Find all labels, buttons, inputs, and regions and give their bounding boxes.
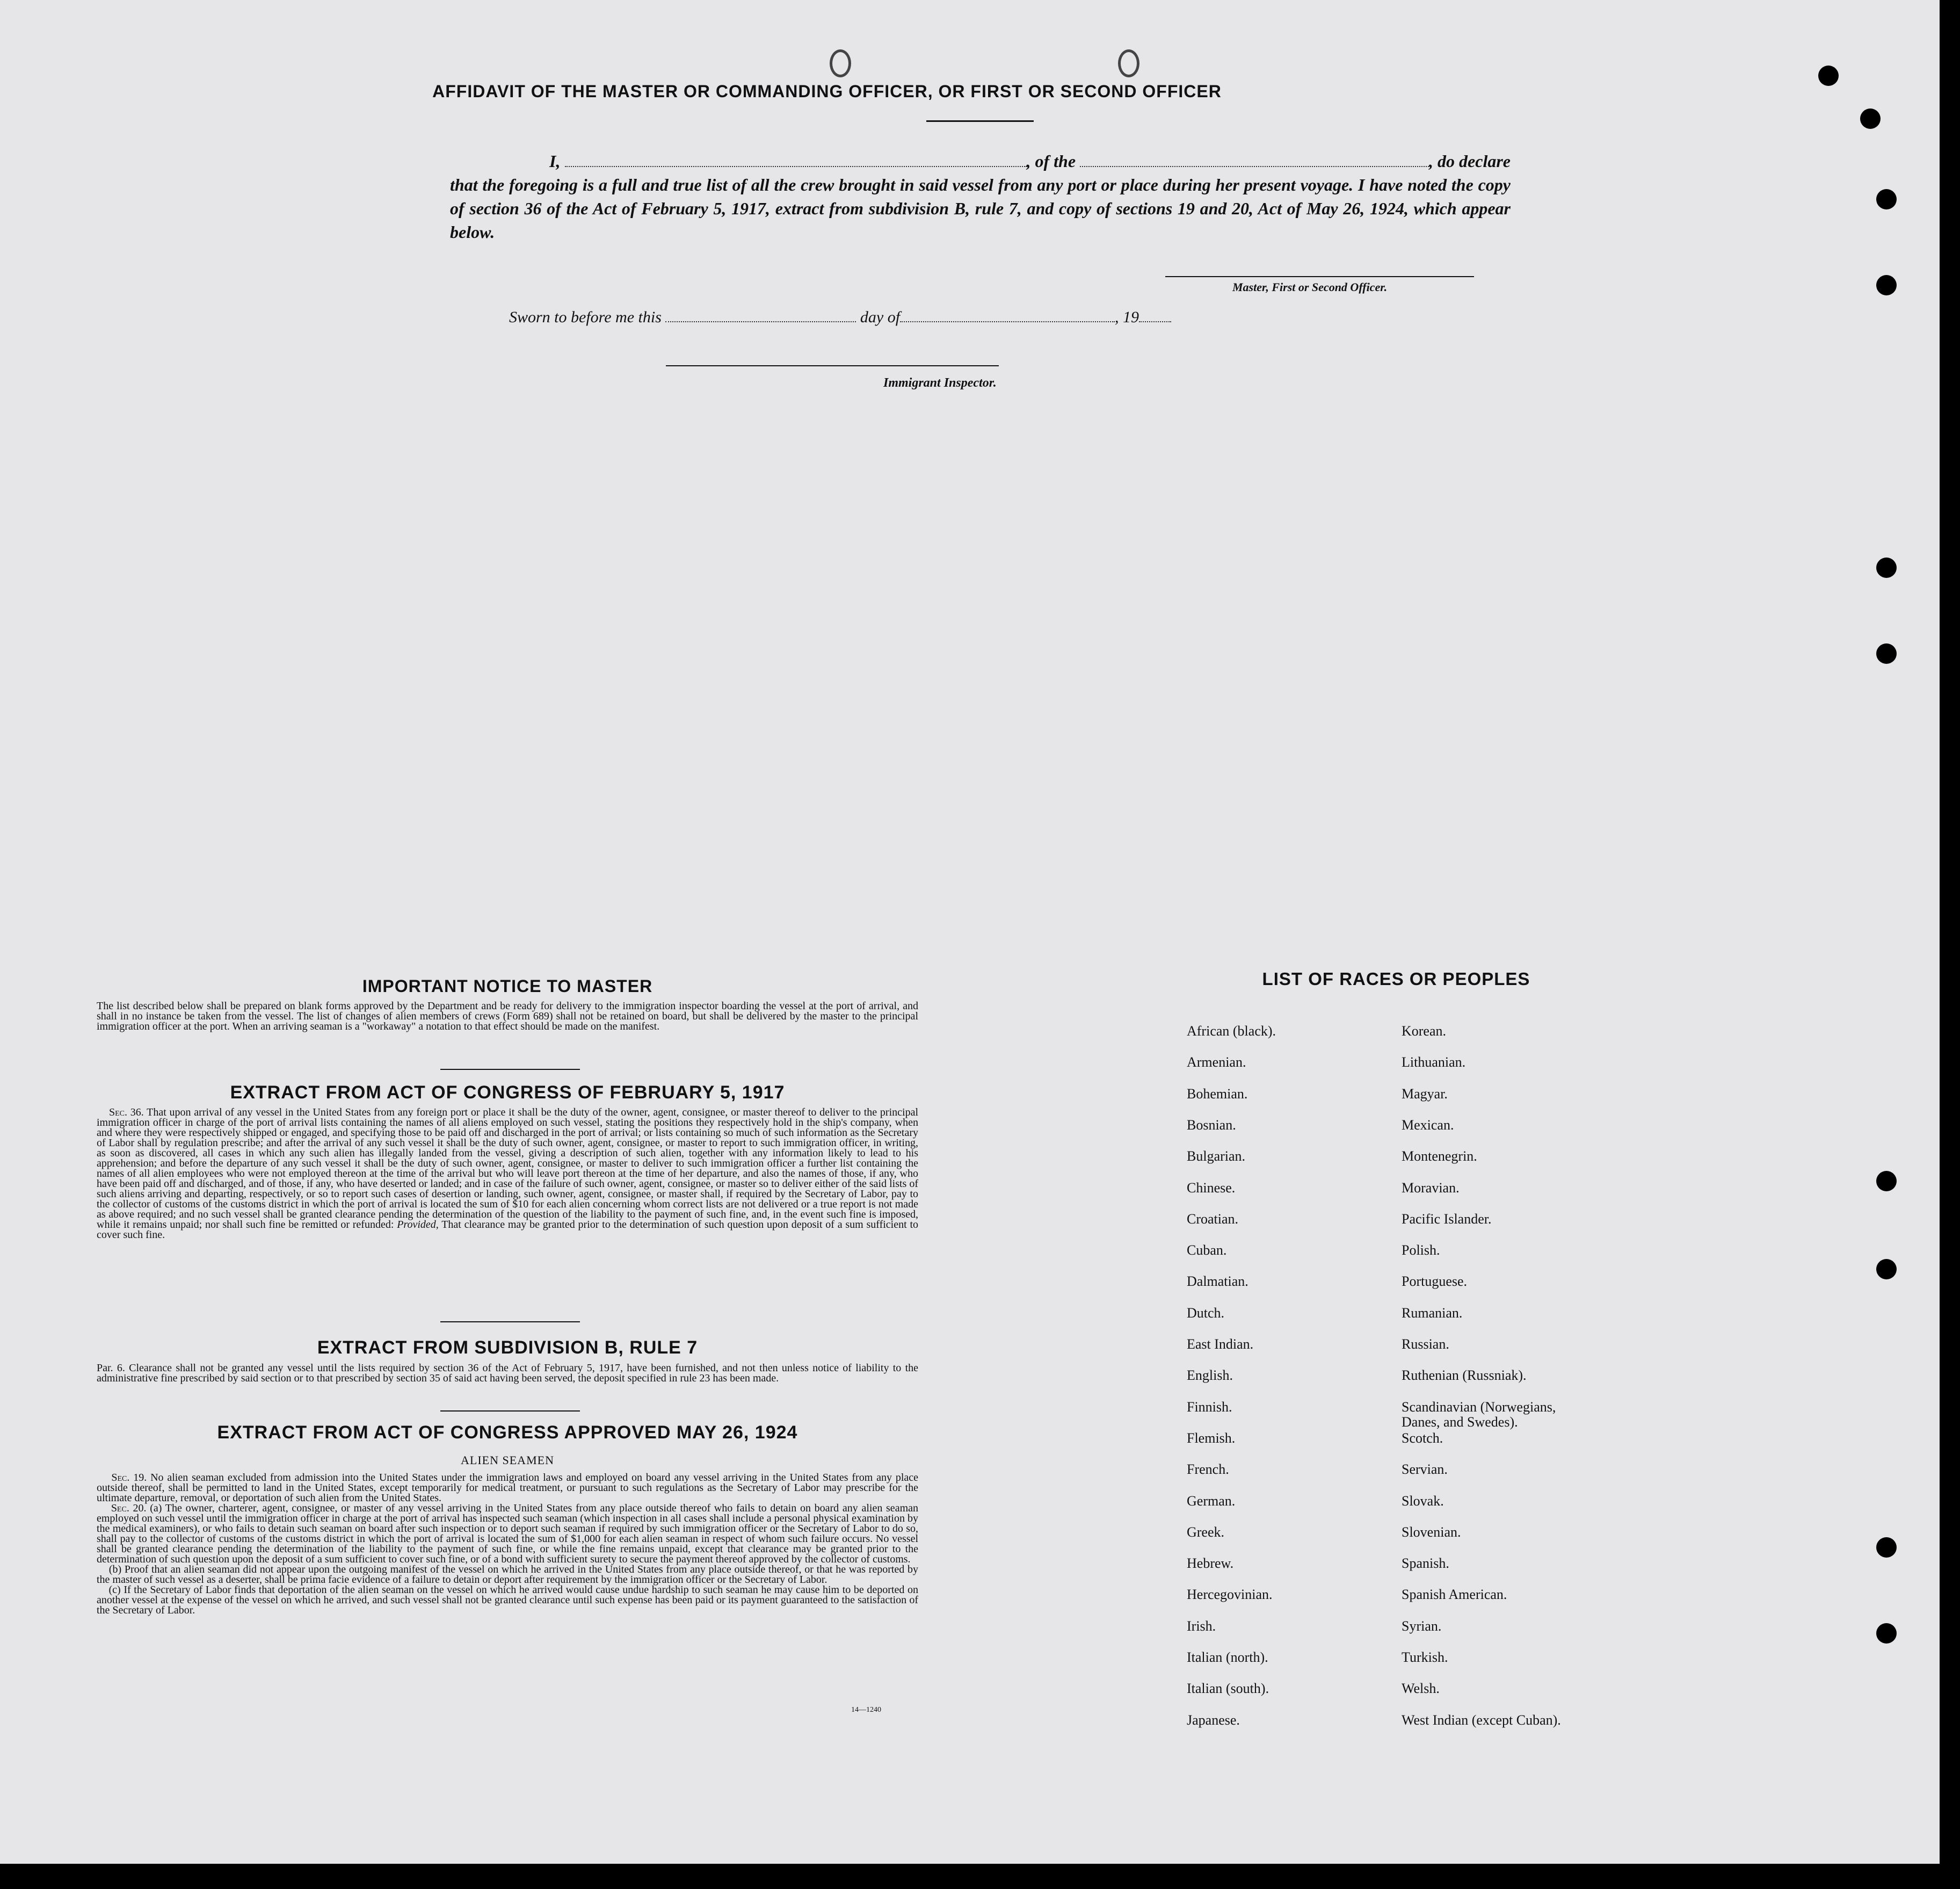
race-item: Syrian. bbox=[1402, 1618, 1442, 1634]
punch-hole-icon bbox=[1876, 275, 1897, 295]
punch-hole-icon bbox=[1860, 108, 1881, 129]
extract-1917-title: EXTRACT FROM ACT OF CONGRESS OF FEBRUARY 5, 1917 bbox=[230, 1082, 785, 1103]
race-item: Flemish. bbox=[1187, 1430, 1236, 1446]
title-divider bbox=[926, 120, 1034, 122]
subdivision-b-title: EXTRACT FROM SUBDIVISION B, RULE 7 bbox=[317, 1337, 698, 1358]
inspector-label: Immigrant Inspector. bbox=[883, 376, 997, 390]
sec36-text-a: That upon arrival of any vessel in the United States from any foreign port or place it shall be the duty of the owner, agent, consignee, or master thereof to deliver to the principal immigration officer in charge of the port of arrival lists containing the names of all aliens employed on such vessel, stating the positions they respectively hold in the ship's company, when and where they were respectively shipped or engaged, and specifying those to be paid off and discharged in the port of arrival; or lists containing so much of such information as the Secretary of Labor shall by regulation prescribe; and after the arrival of any such vessel it shall be the duty of such owner, agent, consignee, or master to report to such immigration officer, in writing, as soon as discovered, all cases in which any such alien has illegally landed from the vessel, giving a description of such alien, together with any information likely to lead to his apprehension; and before the departure of any such vessel it shall be the duty of such owner, agent, consignee, or master to deliver to such immigration officer a further list containing the names of all alien employees who were not employed thereon at the time of the arrival but who will leave port thereon at the time of her departure, and also the names of those, if any, who have been paid off and discharged, and of those, if any, who have deserted or landed; and in case of the failure of such owner, agent, consignee, or master so to deliver either of the said lists of such aliens arriving and departing, respectively, or so to report such cases of desertion or landing, such owner, agent, consignee, or master shall, if required by the Secretary of Labor, pay to the collector of customs of the customs district in which the port of arrival is located the sum of $10 for each alien concerning whom correct lists are not delivered or a true report is not made as above required; and no such vessel shall be granted clearance pending the determination of the question of the liability to the payment of such fine, and, in the event such fine is imposed, while it remains unpaid; nor shall such fine be remitted or refunded: bbox=[97, 1106, 918, 1231]
race-item: Pacific Islander. bbox=[1402, 1211, 1492, 1227]
punch-hole-icon bbox=[1876, 1537, 1897, 1558]
punch-hole-icon bbox=[1876, 189, 1897, 209]
sec20-label: Sec. 20. bbox=[111, 1502, 147, 1514]
race-item: Italian (north). bbox=[1187, 1649, 1268, 1665]
race-item: English. bbox=[1187, 1367, 1233, 1383]
race-item: East Indian. bbox=[1187, 1336, 1254, 1352]
sec20a-text: (a) The owner, charterer, agent, consignee, or master of any vessel arriving in the United States from any place outside thereof who fails to detain on board any alien seaman employed on such vessel until the immigration officer in charge at the port of arrival has inspected such seaman (which inspection in all cases shall include a personal physical examination by the medical examiners), or who fails to detain such seaman on board after such inspection or to deport such seaman if required by such immigration officer or the Secretary of Labor to do so, shall pay to the collector of customs of the customs district in which the port of arrival is located the sum of $1,000 for each alien seaman in respect of whom such failure occurs. No vessel shall be granted clearance pending the determination of the liability to the payment of such fine, or while the fine remains unpaid, except that clearance may be granted prior to the determination of such question upon the deposit of a sum sufficient to cover such fine, or of a bond with sufficient surety to secure the payment thereof approved by the collector of customs. bbox=[97, 1502, 918, 1565]
declare-label: , do declare bbox=[1429, 151, 1511, 171]
subdivision-b-body: Par. 6. Clearance shall not be granted any vessel until the lists required by section 36 of the Act of February 5, 1917, have been furnished, and not then unless notice of liability to the administrative fine prescribed by said section or to that prescribed by section 35 of said act having been served, the deposit specified in rule 23 has been made. bbox=[97, 1362, 918, 1384]
race-item: Croatian. bbox=[1187, 1211, 1239, 1227]
sec19-text: No alien seaman excluded from admission into the United States under the immigration laws and employed on board any vessel arriving in the United States from any place outside thereof, shall be permitted to land in the United States, except temporarily for medical treatment, or pursuant to such regulations as the Secretary of Labor may prescribe for the ultimate departure, removal, or deportation of such alien from the United States. bbox=[97, 1472, 919, 1504]
sworn-day-of: day of bbox=[860, 308, 901, 326]
race-item: Portuguese. bbox=[1402, 1273, 1468, 1289]
sec19-label: Sec. 19. bbox=[111, 1472, 147, 1483]
of-the-label: , of the bbox=[1026, 151, 1076, 171]
master-signature-label: Master, First or Second Officer. bbox=[1232, 280, 1388, 294]
extract-1924-title: EXTRACT FROM ACT OF CONGRESS APPROVED MAY 26, 1924 bbox=[217, 1422, 798, 1443]
declarant-prefix: I, bbox=[549, 151, 561, 171]
punch-hole-icon bbox=[1818, 66, 1839, 86]
punch-hole-icon bbox=[1876, 643, 1897, 664]
binder-ring-icon bbox=[1118, 49, 1139, 77]
affidavit-declaration bbox=[450, 149, 1511, 244]
race-item: Finnish. bbox=[1187, 1399, 1232, 1415]
sec20b-text: (b) Proof that an alien seaman did not appear upon the outgoing manifest of the vessel on which he arrived in the United States from any place outside thereof, or that he was reported by the master of such vessel as a deserter, shall be prima facie evidence of a failure to detain or deport after requirement by the immigration officer or the Secretary of Labor. bbox=[97, 1564, 918, 1586]
race-item: West Indian (except Cuban). bbox=[1402, 1712, 1561, 1728]
race-item: French. bbox=[1187, 1461, 1229, 1477]
notice-title: IMPORTANT NOTICE TO MASTER bbox=[362, 976, 653, 996]
race-item: Mexican. bbox=[1402, 1117, 1454, 1133]
sec36-text-b: That clearance may be granted prior to the determination of such question upon deposit of a sum sufficient to cover such fine. bbox=[97, 1219, 919, 1241]
race-item: Magyar. bbox=[1402, 1086, 1448, 1102]
race-item: Cuban. bbox=[1187, 1242, 1227, 1258]
race-item: Dutch. bbox=[1187, 1305, 1225, 1321]
alien-seamen-subtitle: ALIEN SEAMEN bbox=[461, 1453, 554, 1467]
vessel-name-field[interactable] bbox=[1080, 152, 1429, 167]
race-item: Moravian. bbox=[1402, 1180, 1460, 1196]
race-item: Polish. bbox=[1402, 1242, 1440, 1258]
race-item: Armenian. bbox=[1187, 1054, 1246, 1070]
race-item: Slovenian. bbox=[1402, 1524, 1461, 1540]
inspector-signature-line[interactable] bbox=[666, 365, 999, 366]
race-item: Japanese. bbox=[1187, 1712, 1240, 1728]
sworn-year-label: , 19 bbox=[1115, 308, 1139, 326]
race-item: Spanish American. bbox=[1402, 1587, 1507, 1602]
race-item: Russian. bbox=[1402, 1336, 1449, 1352]
race-item: Hebrew. bbox=[1187, 1555, 1234, 1571]
race-item: Korean. bbox=[1402, 1023, 1447, 1039]
sworn-month-field[interactable] bbox=[900, 307, 1115, 322]
race-item: German. bbox=[1187, 1493, 1236, 1509]
punch-hole-icon bbox=[1876, 1259, 1897, 1279]
race-item: Ruthenian (Russniak). bbox=[1402, 1367, 1527, 1383]
form-number: 14—1240 bbox=[851, 1706, 881, 1714]
race-item: Montenegrin. bbox=[1402, 1148, 1477, 1164]
race-item: Bosnian. bbox=[1187, 1117, 1236, 1133]
sworn-line bbox=[509, 307, 1171, 327]
punch-hole-icon bbox=[1876, 558, 1897, 578]
race-item: Scotch. bbox=[1402, 1430, 1443, 1446]
binder-ring-icon bbox=[830, 49, 851, 77]
declaration-text: that the foregoing is a full and true list of all the crew brought in said vessel from any port or place during her present voyage. I have noted the copy of section 36 of the Act of February 5, 1917, extract from subdivision B, rule 7, and copy of sections 19 and 20, Act of May 26, 1924, which appear below. bbox=[450, 175, 1511, 242]
race-item: Hercegovinian. bbox=[1187, 1587, 1273, 1602]
section-divider bbox=[440, 1410, 580, 1412]
races-title: LIST OF RACES OR PEOPLES bbox=[1262, 969, 1530, 989]
race-item: Welsh. bbox=[1402, 1681, 1440, 1696]
race-item: Lithuanian. bbox=[1402, 1054, 1466, 1070]
punch-hole-icon bbox=[1876, 1623, 1897, 1644]
section-divider bbox=[440, 1069, 580, 1070]
race-item: Turkish. bbox=[1402, 1649, 1448, 1665]
race-item: Chinese. bbox=[1187, 1180, 1236, 1196]
affidavit-title: AFFIDAVIT OF THE MASTER OR COMMANDING OFFICER, OR FIRST OR SECOND OFFICER bbox=[432, 82, 1222, 101]
notice-body: The list described below shall be prepared on blank forms approved by the Department and be ready for delivery to the immigration inspector boarding the vessel at the port of arrival, and shall in no instance be taken from the vessel. The list of changes of alien members of crews (Form 689) shall not be retained on board, but shall be delivered by the master to the principal immigration officer at the port. When an arriving seaman is a "workaway" a notation to that effect should be made on the manifest. bbox=[97, 1000, 918, 1032]
sec20c-text: (c) If the Secretary of Labor finds that deportation of the alien seaman on the vessel on which he arrived would cause undue hardship to such seaman he may cause him to be deported on another vessel at the expense of the vessel on which he arrived, and such vessel shall not be granted clearance until such expense has been paid or its payment guaranteed to the satisfaction of the Secretary of Labor. bbox=[97, 1584, 919, 1616]
race-item: Dalmatian. bbox=[1187, 1273, 1248, 1289]
section-divider bbox=[440, 1321, 580, 1322]
master-signature-line[interactable] bbox=[1165, 276, 1474, 277]
declarant-name-field[interactable] bbox=[565, 152, 1027, 167]
race-item: Greek. bbox=[1187, 1524, 1225, 1540]
race-item: Servian. bbox=[1402, 1461, 1448, 1477]
race-item: Bohemian. bbox=[1187, 1086, 1248, 1102]
race-item: Italian (south). bbox=[1187, 1681, 1269, 1696]
extract-1924-body bbox=[97, 1473, 918, 1616]
sec36-label: Sec. 36. bbox=[109, 1106, 144, 1118]
race-item: Slovak. bbox=[1402, 1493, 1444, 1509]
race-item: Spanish. bbox=[1402, 1555, 1449, 1571]
punch-hole-icon bbox=[1876, 1171, 1897, 1191]
sworn-day-field[interactable] bbox=[665, 307, 856, 322]
race-item: Rumanian. bbox=[1402, 1305, 1463, 1321]
race-item: Bulgarian. bbox=[1187, 1148, 1246, 1164]
provided-label: Provided, bbox=[397, 1219, 439, 1231]
extract-1917-body bbox=[97, 1108, 918, 1240]
sworn-year-field[interactable] bbox=[1139, 307, 1171, 322]
race-item: Irish. bbox=[1187, 1618, 1216, 1634]
race-item: African (black). bbox=[1187, 1023, 1276, 1039]
sworn-prefix: Sworn to before me this bbox=[509, 308, 662, 326]
race-item: Scandinavian (Norwegians, Danes, and Swedes). bbox=[1402, 1399, 1556, 1430]
